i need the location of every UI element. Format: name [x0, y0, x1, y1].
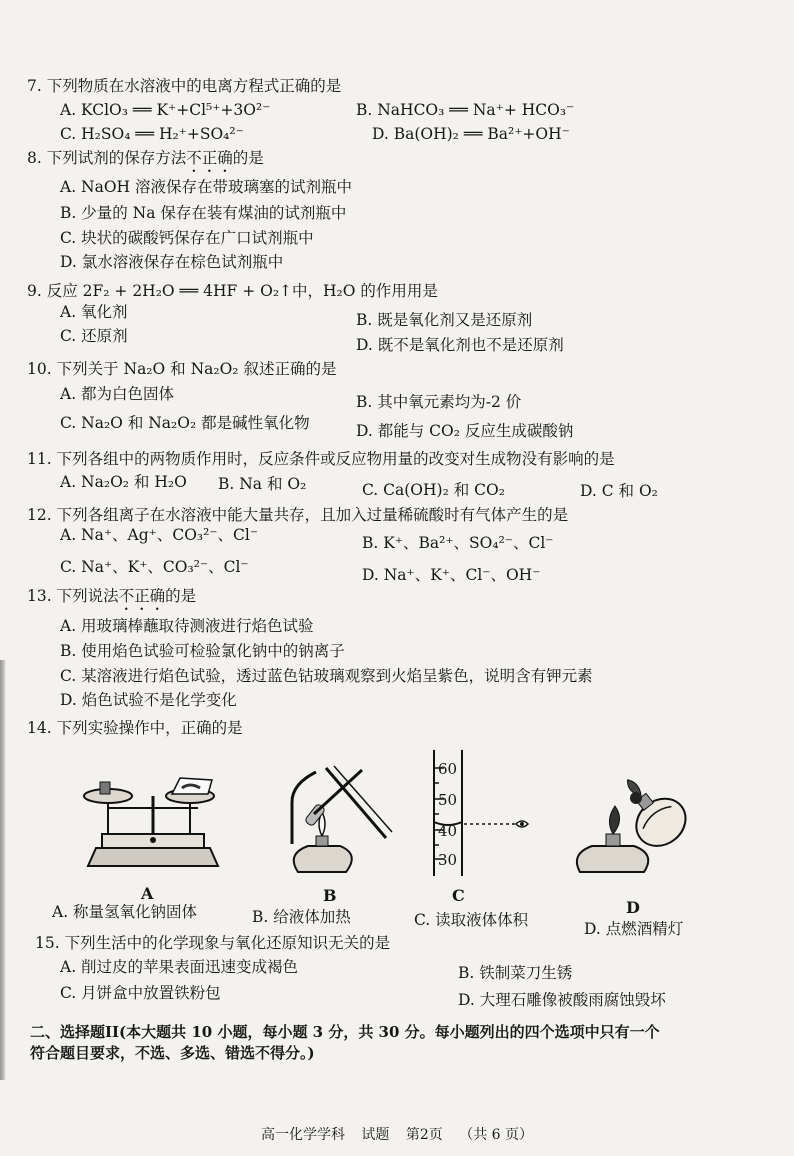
q9-option-a: A. 氧化剂: [60, 303, 128, 321]
q8-option-a: A. NaOH 溶液保存在带玻璃塞的试剂瓶中: [60, 178, 353, 196]
heating-test-tube-figure: [268, 762, 398, 876]
footer-subject: 高一化学学科: [260, 1127, 345, 1143]
q8-option-b: B. 少量的 Na 保存在装有煤油的试剂瓶中: [60, 204, 347, 222]
figure-c-label: C: [452, 886, 465, 905]
q11-option-a: A. Na₂O₂ 和 H₂O: [60, 473, 187, 491]
footer-page: 第2页: [405, 1127, 443, 1143]
q10-option-b: B. 其中氧元素均为-2 价: [356, 393, 522, 411]
q12-option-b: B. K⁺、Ba²⁺、SO₄²⁻、Cl⁻: [362, 534, 554, 552]
figure-d-label: D: [626, 898, 640, 917]
q12-option-a: A. Na⁺、Ag⁺、CO₃²⁻、Cl⁻: [60, 526, 259, 544]
q10-option-d: D. 都能与 CO₂ 反应生成碳酸钠: [356, 422, 574, 440]
q8-option-c: C. 块状的碳酸钙保存在广口试剂瓶中: [60, 229, 314, 247]
question-7-stem: 7. 下列物质在水溶液中的电离方程式正确的是: [27, 77, 342, 95]
cylinder-tick-40: 40: [438, 822, 458, 840]
q14-option-c: C. 读取液体体积: [414, 911, 529, 929]
section-2-instructions-line1: 二、选择题II(本大题共 10 小题，每小题 3 分，共 30 分。每小题列出的四个选项中只有一个: [30, 1023, 660, 1041]
q13-option-d: D. 焰色试验不是化学变化: [60, 691, 237, 709]
question-9-stem: 9. 反应 2F₂ + 2H₂O ══ 4HF + O₂↑中，H₂O 的作用用是: [27, 282, 438, 300]
q14-option-a: A. 称量氢氧化钠固体: [52, 903, 198, 921]
q7-option-b: B. NaHCO₃ ══ Na⁺+ HCO₃⁻: [356, 101, 575, 119]
q15-option-a: A. 削过皮的苹果表面迅速变成褐色: [60, 958, 299, 976]
footer-total: （共 6 页）: [459, 1127, 534, 1143]
q7-option-d: D. Ba(OH)₂ ══ Ba²⁺+OH⁻: [372, 125, 570, 143]
section-2-instructions-line2: 符合题目要求，不选、多选、错选不得分。): [30, 1044, 315, 1062]
question-8-stem: 8. 下列试剂的保存方法不正确的是: [27, 149, 264, 167]
q15-option-c: C. 月饼盒中放置铁粉包: [60, 984, 221, 1002]
question-12-stem: 12. 下列各组离子在水溶液中能大量共存，且加入过量稀硫酸时有气体产生的是: [27, 506, 569, 524]
scan-edge-shadow: [0, 660, 6, 1080]
graduated-cylinder-figure: [430, 750, 550, 880]
question-13-stem: 13. 下列说法不正确的是: [27, 587, 197, 605]
q7-option-a: A. KClO₃ ══ K⁺+Cl⁵⁺+3O²⁻: [60, 101, 271, 119]
footer-kind: 试题: [361, 1127, 390, 1143]
q9-option-b: B. 既是氧化剂又是还原剂: [356, 311, 533, 329]
q12-option-c: C. Na⁺、K⁺、CO₃²⁻、Cl⁻: [60, 558, 249, 576]
question-11-stem: 11. 下列各组中的两物质作用时，反应条件或反应物用量的改变对生成物没有影响的是: [27, 450, 615, 468]
q10-option-a: A. 都为白色固体: [60, 385, 175, 403]
q12-option-d: D. Na⁺、K⁺、Cl⁻、OH⁻: [362, 566, 541, 584]
q14-option-b: B. 给液体加热: [252, 908, 351, 926]
question-10-stem: 10. 下列关于 Na₂O 和 Na₂O₂ 叙述正确的是: [27, 360, 337, 378]
q7-option-c: C. H₂SO₄ ══ H₂⁺+SO₄²⁻: [60, 125, 244, 143]
q10-option-c: C. Na₂O 和 Na₂O₂ 都是碱性氧化物: [60, 414, 310, 432]
q13-option-c: C. 某溶液进行焰色试验，透过蓝色钴玻璃观察到火焰呈紫色，说明含有钾元素: [60, 667, 593, 685]
cylinder-tick-30: 30: [438, 851, 458, 869]
q9-option-c: C. 还原剂: [60, 327, 128, 345]
alcohol-lamp-lighting-figure: [572, 768, 702, 880]
q9-option-d: D. 既不是氧化剂也不是还原剂: [356, 336, 564, 354]
figure-b-label: B: [323, 886, 337, 905]
question-15-stem: 15. 下列生活中的化学现象与氧化还原知识无关的是: [35, 934, 391, 952]
balance-scale-figure: [78, 774, 228, 874]
figure-a-label: A: [141, 884, 154, 903]
q15-option-b: B. 铁制菜刀生锈: [458, 964, 573, 982]
q13-option-b: B. 使用焰色试验可检验氯化钠中的钠离子: [60, 642, 345, 660]
q8-option-d: D. 氯水溶液保存在棕色试剂瓶中: [60, 253, 284, 271]
q15-option-d: D. 大理石雕像被酸雨腐蚀毁坏: [458, 991, 666, 1009]
question-14-stem: 14. 下列实验操作中，正确的是: [27, 719, 243, 737]
page-footer: [0, 1124, 794, 1144]
q13-option-a: A. 用玻璃棒蘸取待测液进行焰色试验: [60, 617, 314, 635]
q11-option-d: D. C 和 O₂: [580, 482, 658, 500]
cylinder-tick-60: 60: [438, 760, 458, 778]
q11-option-b: B. Na 和 O₂: [218, 475, 307, 493]
q14-option-d: D. 点燃酒精灯: [584, 920, 684, 938]
cylinder-tick-50: 50: [438, 791, 458, 809]
q11-option-c: C. Ca(OH)₂ 和 CO₂: [362, 481, 505, 499]
